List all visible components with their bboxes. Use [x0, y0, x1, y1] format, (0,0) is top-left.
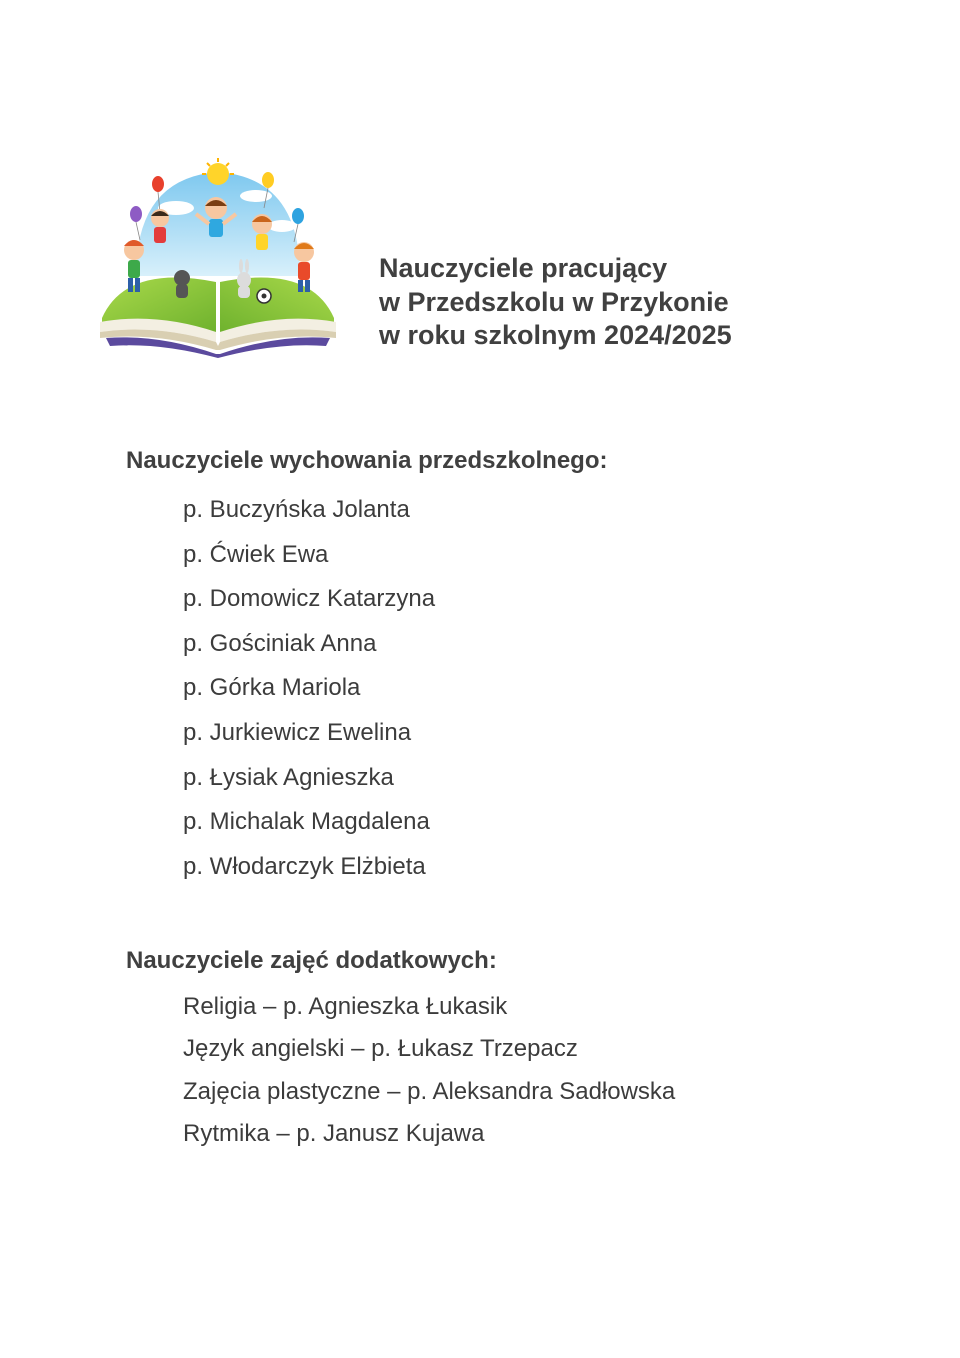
list-item: p. Domowicz Katarzyna	[183, 585, 436, 613]
list-item: p. Buczyńska Jolanta	[183, 496, 410, 523]
list-item: p. Gościniak Anna	[183, 629, 377, 657]
preschool-teachers-heading: Nauczyciele wychowania przedszkolnego:	[126, 447, 608, 474]
list-item: Religia – p. Agnieszka Łukasik	[183, 993, 508, 1020]
page-title	[379, 252, 732, 353]
preschool-teachers-list	[126, 488, 607, 889]
title-line: w roku szkolnym 2024/2025	[379, 320, 732, 350]
open-book-icon	[100, 319, 336, 358]
ball-icon	[257, 289, 271, 303]
children-on-book-illustration	[96, 156, 340, 358]
list-item: Język angielski – p. Łukasz Trzepacz	[183, 1035, 578, 1063]
list-item: Rytmika – p. Janusz Kujawa	[183, 1119, 485, 1147]
list-item: p. Łysiak Agnieszka	[183, 763, 394, 791]
list-item: p. Ćwiek Ewa	[183, 540, 329, 568]
extra-teachers-heading: Nauczyciele zajęć dodatkowych:	[126, 947, 497, 974]
extra-teachers-list	[126, 986, 675, 1155]
list-item: p. Jurkiewicz Ewelina	[183, 718, 412, 746]
list-item: p. Górka Mariola	[183, 674, 361, 702]
list-item: p. Włodarczyk Elżbieta	[183, 852, 426, 880]
preschool-teachers-section	[126, 447, 607, 889]
title-line: w Przedszkolu w Przykonie	[379, 286, 729, 317]
list-item: p. Michalak Magdalena	[183, 808, 430, 836]
list-item: Zajęcia plastyczne – p. Aleksandra Sadłowska	[183, 1077, 676, 1105]
extra-teachers-section	[126, 947, 675, 1155]
title-line: Nauczyciele pracujący	[379, 253, 668, 283]
